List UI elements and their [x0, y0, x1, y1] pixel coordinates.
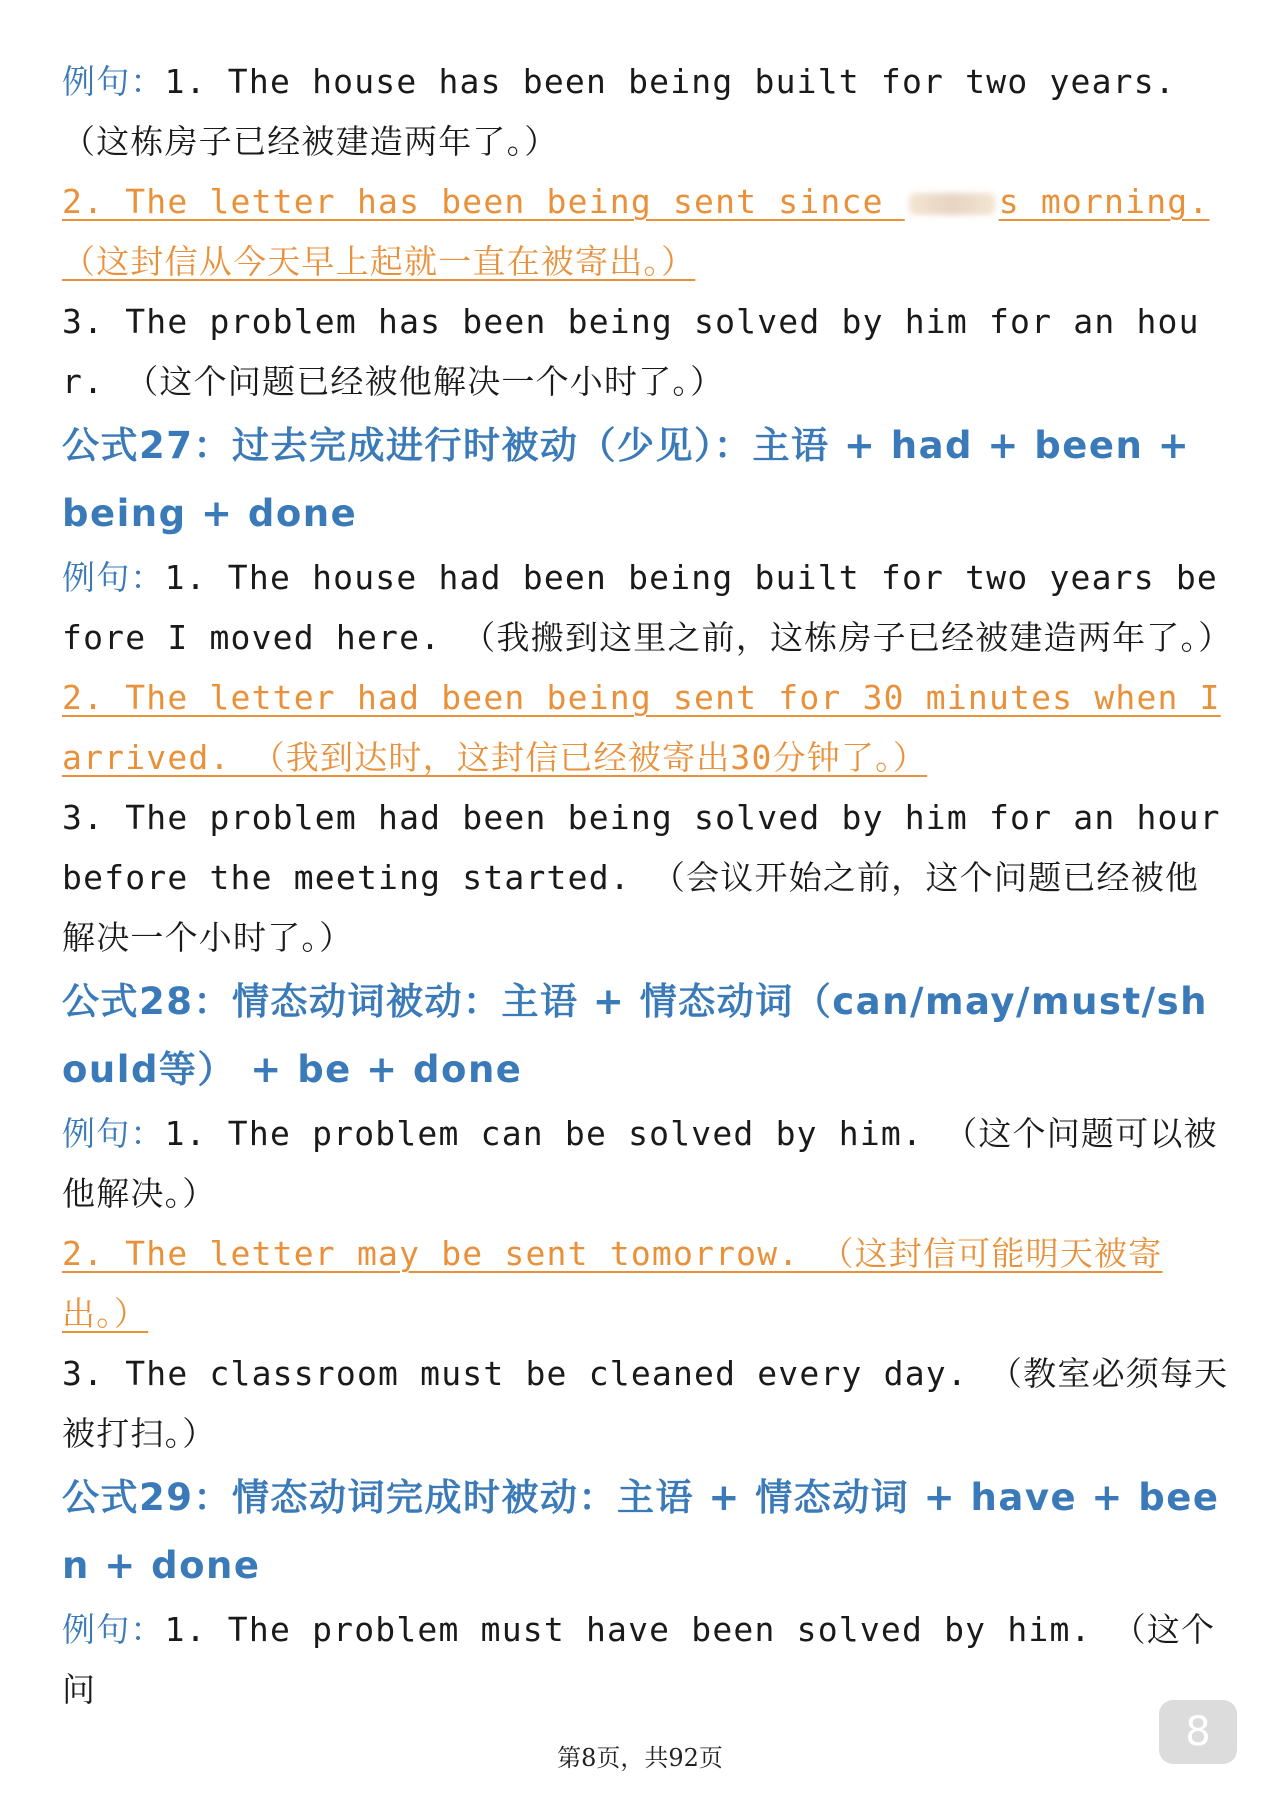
- example-sentence-3-text: 3. The problem has been being solved by him for an hour. （这个问题已经被他解决一个小时了。）: [62, 302, 1200, 401]
- example-sentence-1: 1. The house had been being built for two years before I moved here. （我搬到这里之前，这栋房子已经被建造两年了。）: [62, 558, 1233, 657]
- example-sentence-2: 2. The letter had been being sent for 30 minutes when I arrived. （我到达时，这封信已经被寄出30分钟了。）: [62, 678, 1221, 777]
- formula-28-text: 公式28：情态动词被动：主语 + 情态动词（can/may/must/should等） + be + done: [62, 980, 1209, 1091]
- highlighted-example-sentence: [62, 172, 1230, 292]
- formula-29-text: 公式29：情态动词完成时被动：主语 + 情态动词 + have + been + done: [62, 1476, 1220, 1587]
- formula-27-text: 公式27：过去完成进行时被动（少见）：主语 + had + been + being + done: [62, 424, 1191, 535]
- example-label: 例句：: [62, 1610, 165, 1649]
- example-sentence-1: 1. The problem must have been solved by him. （这个问: [62, 1610, 1216, 1709]
- example-paragraph: [62, 1600, 1230, 1720]
- document-page: [62, 52, 1233, 1720]
- example-label: 例句：: [62, 558, 165, 597]
- example-sentence-2: 2. The letter may be sent tomorrow. （这封信可能明天被寄出。）: [62, 1234, 1163, 1333]
- example-sentence-3: [62, 292, 1230, 412]
- highlighted-example-sentence: [62, 668, 1230, 788]
- example-sentence-3-text: 3. The problem had been being solved by him for an hour before the meeting started. （会议开始之前，这个问题已经被他解决一个小时了。）: [62, 798, 1221, 957]
- page-number-badge: 8: [1159, 1700, 1237, 1764]
- example-label: 例句：: [62, 1114, 165, 1153]
- example-label: 例句：: [62, 62, 165, 101]
- formula-heading-28: [62, 968, 1230, 1104]
- example-sentence-3-text: 3. The classroom must be cleaned every day. （教室必须每天被打扫。）: [62, 1354, 1229, 1453]
- example-sentence-3: [62, 788, 1230, 968]
- page-footer: 第8页，共92页: [557, 1744, 723, 1772]
- example-sentence-1: 1. The house has been being built for two years. （这栋房子已经被建造两年了。）: [62, 62, 1176, 161]
- blurred-redaction: [909, 193, 995, 215]
- example-sentence-2-part-1: 2. The letter has been being sent since: [62, 182, 905, 221]
- example-paragraph: [62, 1104, 1230, 1224]
- example-paragraph: [62, 52, 1230, 172]
- example-sentence-1: 1. The problem can be solved by him. （这个问题可以被他解决。）: [62, 1114, 1218, 1213]
- formula-heading-27: [62, 412, 1230, 548]
- example-sentence-3: [62, 1344, 1230, 1464]
- example-sentence-2-part-2: s morning. （这封信从今天早上起就一直在被寄出。）: [62, 182, 1210, 281]
- example-paragraph: [62, 548, 1233, 668]
- highlighted-example-sentence: [62, 1224, 1230, 1344]
- formula-heading-29: [62, 1464, 1230, 1600]
